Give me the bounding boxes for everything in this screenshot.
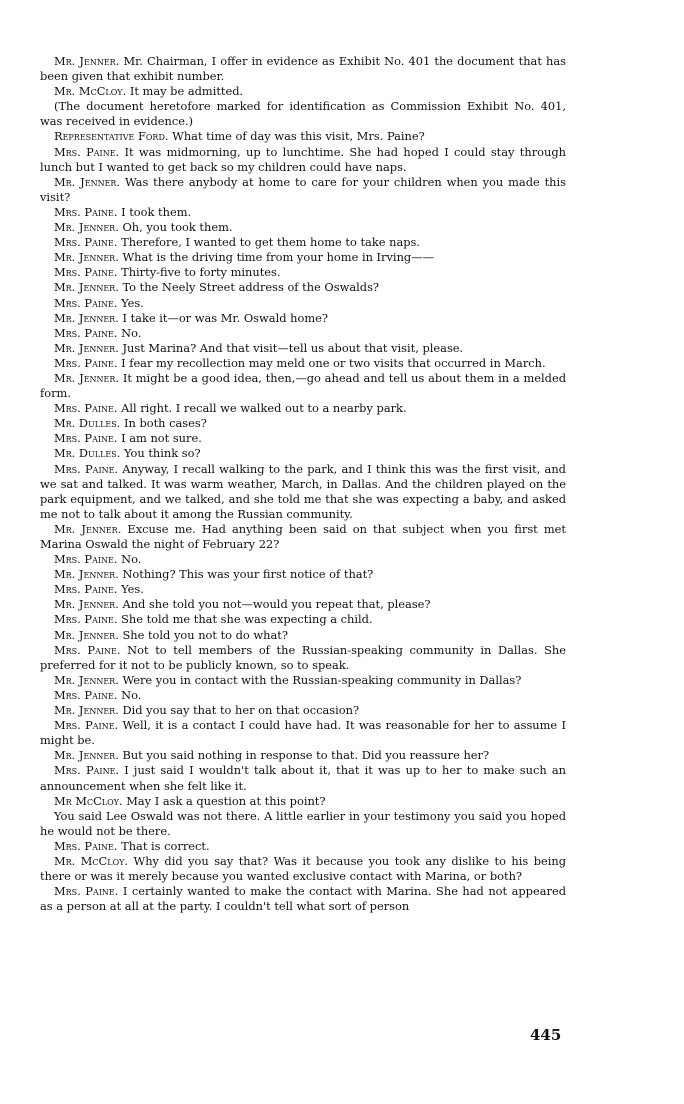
speaker-name: Mrs. Paine. [54,325,118,340]
speaker-name: Mr. Jenner. [54,672,119,687]
speaker-name: Mr. Jenner. [54,280,119,295]
speech-text: That is correct. [117,838,210,853]
speaker-name: Mr. Jenner. [54,521,122,536]
testimony-paragraph [40,311,566,326]
speaker-name: Mrs. Paine. [54,552,118,567]
speech-text: Well, it is a contact I could have had. It was reasonable for her to assume I might be. [40,718,566,748]
speaker-name: Mr. Dulles. [54,446,121,461]
testimony-paragraph [40,99,566,129]
testimony-paragraph [40,748,566,763]
speaker-name: Mr. McCloy. [54,84,127,99]
speech-text: She told you not to do what? [118,627,288,642]
speaker-name: Mrs. Paine. [54,295,118,310]
speech-text: You said Lee Oswald was not there. A little earlier in your testimony you said you hoped he would not be there. [40,808,566,838]
speaker-name: Mr. Jenner. [54,310,119,325]
speech-text: All right. I recall we walked out to a nearby park. [117,401,407,416]
speaker-name: Mrs. Paine. [54,612,118,627]
speech-text: I took them. [117,204,192,219]
testimony-paragraph [40,839,566,854]
testimony-paragraph [40,235,566,250]
speech-text: Therefore, I wanted to get them home to take naps. [117,235,420,250]
speech-text: What time of day was this visit, Mrs. Paine? [168,129,425,144]
testimony-paragraph [40,341,566,356]
speech-text: Yes. [117,295,144,310]
speaker-name: Mr. Jenner. [54,250,119,265]
speech-text: Yes. [117,582,144,597]
speaker-name: Mrs. Paine. [54,265,118,280]
testimony-paragraph [40,522,566,552]
speech-text: No. [117,325,142,340]
testimony-paragraph [40,567,566,582]
speech-text: Did you say that to her on that occasion? [118,703,360,718]
speaker-name: Mrs. Paine. [54,582,118,597]
testimony-paragraph [40,296,566,311]
speaker-name: Mr. Jenner. [54,627,119,642]
testimony-paragraph [40,597,566,612]
testimony-paragraph [40,84,566,99]
speaker-name: Mr. Dulles. [54,416,121,431]
speech-text: Were you in contact with the Russian-speaking community in Dallas? [118,672,522,687]
testimony-paragraph [40,612,566,627]
speech-text: Just Marina? And that visit—tell us about that visit, please. [118,340,464,355]
speech-text: I am not sure. [117,431,202,446]
testimony-paragraph [40,431,566,446]
testimony-paragraph [40,854,566,884]
testimony-paragraph [40,703,566,718]
speech-text: Not to tell members of the Russian-speaking community in Dallas. She preferred for it not to be publicly known, so to speak. [40,642,566,672]
speech-text: No. [117,552,142,567]
speaker-name: Mr. Jenner. [54,54,120,68]
testimony-paragraph [40,643,566,673]
speech-text: What is the driving time from your home in Irving—— [118,250,434,265]
testimony-paragraph [40,129,566,144]
testimony-paragraph [40,718,566,748]
testimony-paragraph [40,280,566,295]
testimony-paragraph [40,175,566,205]
page-number: 445 [530,1026,562,1044]
testimony-paragraph [40,416,566,431]
speaker-name: Mrs. Paine. [54,431,118,446]
testimony-paragraph [40,446,566,461]
testimony-paragraph [40,265,566,280]
speech-text: But you said nothing in response to that. Did you reassure her? [118,748,490,763]
testimony-paragraph [40,884,566,914]
testimony-paragraph [40,809,566,839]
testimony-paragraph [40,371,566,401]
speaker-name: Mr. Jenner. [54,220,119,235]
speech-text: May I ask a question at this point? [122,793,326,808]
speech-text: I just said I wouldn't talk about it, that it was up to her to make such an announcement when she felt like it. [40,763,566,793]
speech-text: Oh, you took them. [118,220,233,235]
speaker-name: Mr. Jenner. [54,597,119,612]
speech-text: I fear my recollection may meld one or two visits that occurred in March. [117,355,546,370]
speaker-name: Mrs. Paine. [54,687,118,702]
speaker-name: Mrs. Paine. [54,718,119,733]
speech-text: Nothing? This was your first notice of that? [118,567,374,582]
speaker-name: Mr. Jenner. [54,174,121,189]
speaker-name: Mrs. Paine. [54,838,118,853]
speech-text: I take it—or was Mr. Oswald home? [118,310,328,325]
speech-text: Excuse me. Had anything been said on that subject when you first met Marina Oswald the night of February 22? [40,521,566,551]
testimony-paragraph [40,401,566,416]
speaker-name: Mrs. Paine. [54,355,118,370]
testimony-paragraph [40,794,566,809]
speech-text: It was midmorning, up to lunchtime. She had hoped I could stay through lunch but I wanted to get back so my children could have naps. [40,144,566,174]
testimony-paragraph [40,462,566,522]
testimony-paragraph [40,673,566,688]
speech-text: I certainly wanted to make the contact with Marina. She had not appeared as a person at all at the party. I couldn't tell what sort of person [40,884,566,914]
testimony-paragraph [40,582,566,597]
speaker-name: Mrs. Paine. [54,401,118,416]
speech-text: To the Neely Street address of the Oswalds? [118,280,380,295]
speech-text: Was there anybody at home to care for your children when you made this visit? [40,174,566,204]
speech-text: You think so? [120,446,201,461]
testimony-paragraph [40,205,566,220]
testimony-paragraph [40,220,566,235]
speaker-name: Mrs. Paine. [54,144,120,159]
testimony-paragraph [40,145,566,175]
speaker-name: Mr. Jenner. [54,370,120,385]
speech-text: It may be admitted. [126,84,244,99]
testimony-paragraph [40,356,566,371]
speaker-name: Mr McCloy. [54,793,123,808]
transcript-body [40,54,566,914]
testimony-paragraph [40,54,566,84]
speaker-name: Mrs. Paine. [54,642,121,657]
speech-text: No. [117,687,142,702]
speaker-name: Representative Ford. [54,129,169,144]
speaker-name: Mrs. Paine. [54,204,118,219]
testimony-paragraph [40,763,566,793]
speech-text: Thirty-five to forty minutes. [117,265,281,280]
speaker-name: Mrs. Paine. [54,461,119,476]
speaker-name: Mr. Jenner. [54,748,119,763]
speech-text: She told me that she was expecting a child. [117,612,373,627]
speaker-name: Mrs. Paine. [54,884,119,899]
testimony-paragraph [40,250,566,265]
testimony-paragraph [40,628,566,643]
speaker-name: Mrs. Paine. [54,235,118,250]
speech-text: (The document heretofore marked for identification as Commission Exhibit No. 401, was received in evidence.) [40,99,566,129]
testimony-paragraph [40,688,566,703]
speech-text: It might be a good idea, then,—go ahead and tell us about them in a melded form. [40,370,566,401]
speaker-name: Mrs. Paine. [54,763,120,778]
speech-text: Mr. Chairman, I offer in evidence as Exhibit No. 401 the document that has been given that exhibit number. [40,54,566,84]
speech-text: Why did you say that? Was it because you took any dislike to his being there or was it merely because you wanted exclusive contact with Marina, or both? [40,853,567,884]
speech-text: And she told you not—would you repeat that, please? [118,597,431,612]
testimony-paragraph [40,326,566,341]
speech-text: Anyway, I recall walking to the park, and I think this was the first visit, and we sat and talked. It was warm weather, March, in Dallas. And the children played on the park equipment, and we talked, and she told me that she was expecting a baby, and asked me not to talk about it among the Russian community. [40,461,566,521]
speaker-name: Mr. Jenner. [54,340,119,355]
speaker-name: Mr. Jenner. [54,567,119,582]
speaker-name: Mr. McCloy. [54,853,129,868]
speech-text: In both cases? [120,416,207,431]
testimony-paragraph [40,552,566,567]
speaker-name: Mr. Jenner. [54,703,119,718]
